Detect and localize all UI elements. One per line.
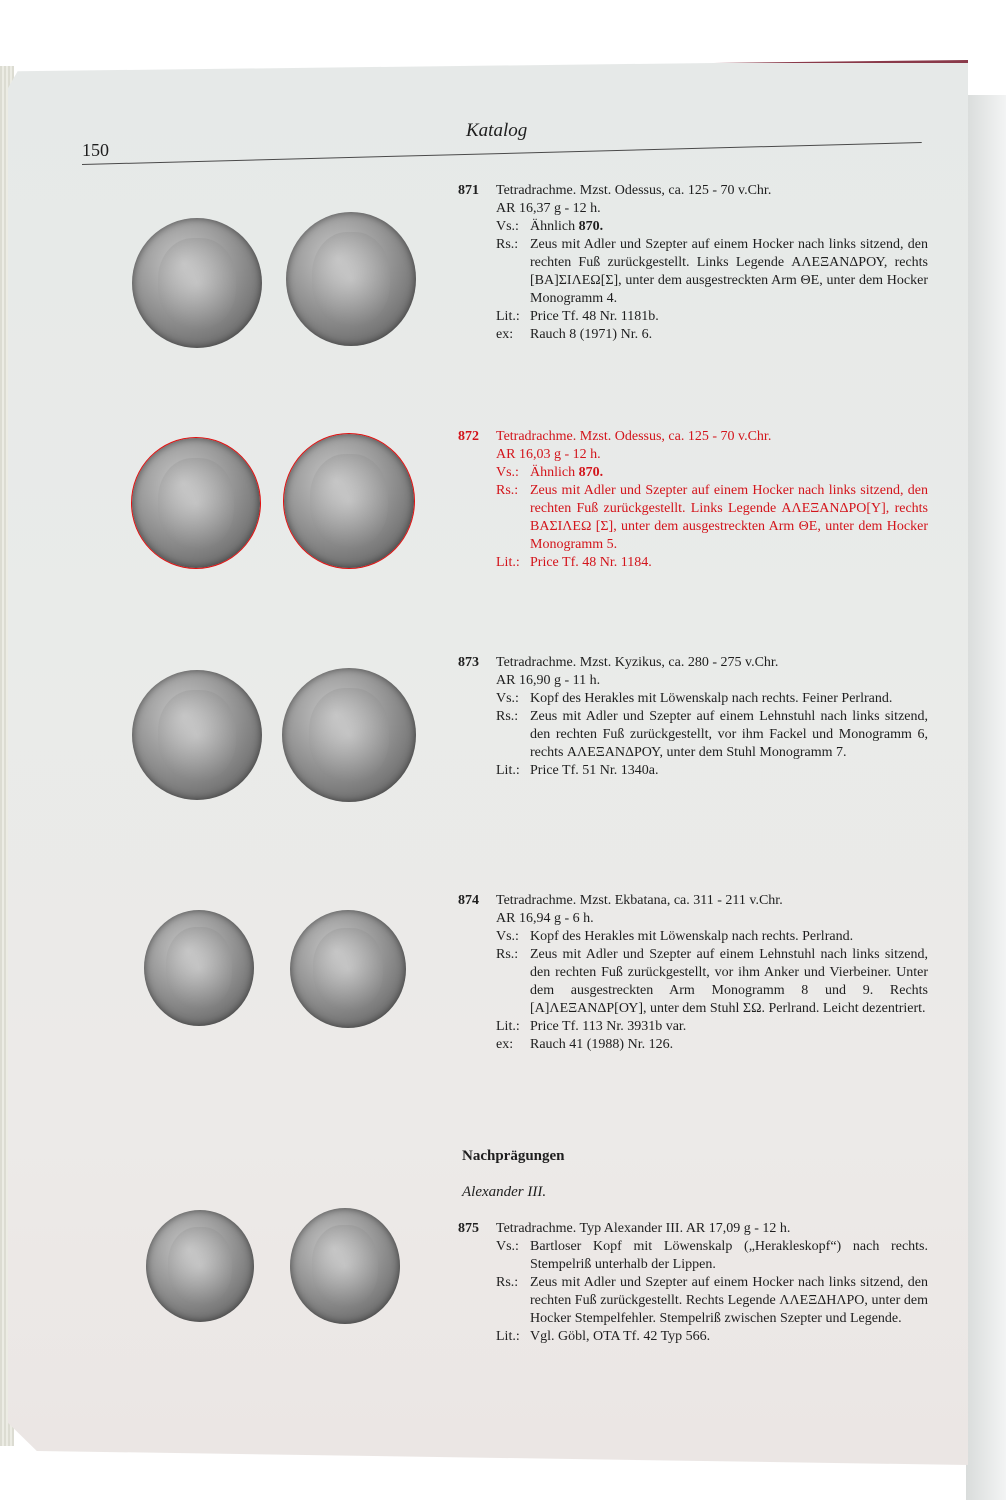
- entry-title: Tetradrachme. Mzst. Odessus, ca. 125 - 70 v.Chr.: [496, 183, 772, 198]
- reverse-text: Zeus mit Adler und Szepter auf einem Hocker nach links sitzend, den rechten Fuß zurückgestellt. Links Legende ΑΛΕΞΑΝΔΡΟ[Υ], rechts ΒΑΣΙΛΕΩ [Σ], unter dem ausgestreckten Arm ΘΕ, unter dem Hocker Monogramm 5.: [530, 483, 928, 552]
- entry-weight: AR 16,94 g - 6 h.: [496, 911, 594, 926]
- literature-text: Price Tf. 48 Nr. 1184.: [530, 555, 652, 570]
- literature-text: Price Tf. 48 Nr. 1181b.: [530, 309, 659, 324]
- obverse-text: Kopf des Herakles mit Löwenskalp nach rechts. Perlrand.: [530, 929, 854, 944]
- coin-871-reverse: [286, 212, 416, 346]
- provenance-text: Rauch 41 (1988) Nr. 126.: [530, 1037, 674, 1052]
- page-number: 150: [82, 140, 109, 160]
- reverse-label: Rs.:: [496, 947, 519, 962]
- coin-872-obverse: [132, 438, 260, 568]
- literature-label: Lit.:: [496, 309, 520, 324]
- running-header-title: Katalog: [466, 120, 528, 141]
- obverse-label: Vs.:: [496, 219, 519, 234]
- literature-label: Lit.:: [496, 1329, 520, 1344]
- reverse-text: Zeus mit Adler und Szepter auf einem Hocker nach links sitzend, den rechten Fuß zurückgestellt. Rechts Legende ΛΛΕΞΔΗΛΡΟ, unter dem Hocker Stempelfehler. Stempelriß zwischen Szepter und Legende.: [530, 1275, 928, 1326]
- coin-872-reverse: [284, 434, 414, 568]
- literature-label: Lit.:: [496, 555, 520, 570]
- obverse-label: Vs.:: [496, 1239, 519, 1254]
- entry-weight: AR 16,90 g - 11 h.: [496, 673, 601, 688]
- catalog-entry-871: [458, 182, 928, 344]
- obverse-label: Vs.:: [496, 465, 519, 480]
- coin-875-obverse: [146, 1210, 254, 1322]
- literature-label: Lit.:: [496, 763, 520, 778]
- entry-title: Tetradrachme. Typ Alexander III. AR 17,09 g - 12 h.: [496, 1221, 791, 1236]
- coin-874-reverse: [290, 910, 406, 1028]
- entry-number: 875: [458, 1221, 479, 1236]
- obverse-text: Kopf des Herakles mit Löwenskalp nach rechts. Feiner Perlrand.: [530, 691, 893, 706]
- section-heading: Nachprägungen: [462, 1148, 565, 1164]
- provenance-label: ex:: [496, 1037, 514, 1052]
- reverse-text: Zeus mit Adler und Szepter auf einem Hocker nach links sitzend, den rechten Fuß zurückgestellt. Links Legende ΑΛΕΞΑΝΔΡΟΥ, rechts [ΒΑ]ΣΙΛΕΩ[Σ], unter dem ausgestreckten Arm ΘΕ, unter dem Hocker Monogramm 4.: [530, 237, 928, 306]
- obverse-ref: 870.: [578, 465, 604, 480]
- entry-title: Tetradrachme. Mzst. Odessus, ca. 125 - 70 v.Chr.: [496, 429, 772, 444]
- provenance-label: ex:: [496, 327, 514, 342]
- entry-title: Tetradrachme. Mzst. Ekbatana, ca. 311 - 211 v.Chr.: [496, 893, 783, 908]
- facing-page-edge: [966, 95, 1006, 1500]
- entry-title: Tetradrachme. Mzst. Kyzikus, ca. 280 - 275 v.Chr.: [496, 655, 779, 670]
- section-subheading: Alexander III.: [462, 1184, 547, 1200]
- entry-number: 872: [458, 429, 479, 444]
- coin-873-reverse: [282, 668, 416, 802]
- coin-874-obverse: [144, 910, 254, 1026]
- literature-label: Lit.:: [496, 1019, 520, 1034]
- entry-number: 873: [458, 655, 479, 670]
- reverse-label: Rs.:: [496, 237, 519, 252]
- obverse-text: Ähnlich: [530, 219, 579, 234]
- reverse-text: Zeus mit Adler und Szepter auf einem Lehnstuhl nach links sitzend, den rechten Fuß zurückgestellt, vor ihm Fackel und Monogramm 6, rechts ΑΛΕΞΑΝΔΡΟΥ, unter dem Stuhl Monogramm 7.: [530, 709, 928, 760]
- coin-873-obverse: [132, 670, 262, 800]
- reverse-label: Rs.:: [496, 1275, 519, 1290]
- obverse-ref: 870.: [578, 219, 604, 234]
- obverse-label: Vs.:: [496, 691, 519, 706]
- coin-875-reverse: [290, 1208, 400, 1324]
- catalog-entry-872: [458, 428, 928, 572]
- entry-number: 871: [458, 183, 479, 198]
- obverse-text: Ähnlich: [530, 465, 579, 480]
- obverse-text: Bartloser Kopf mit Löwenskalp („Herakleskopf“) nach rechts. Stempelriß unterhalb der Lippen.: [530, 1239, 928, 1272]
- obverse-label: Vs.:: [496, 929, 519, 944]
- literature-text: Price Tf. 51 Nr. 1340a.: [530, 763, 659, 778]
- catalog-entry-874: [458, 892, 928, 1054]
- catalog-entry-873: [458, 654, 928, 780]
- reverse-label: Rs.:: [496, 483, 519, 498]
- catalog-entry-875: [458, 1220, 928, 1346]
- literature-text: Vgl. Göbl, OTA Tf. 42 Typ 566.: [530, 1329, 711, 1344]
- entry-number: 874: [458, 893, 479, 908]
- reverse-text: Zeus mit Adler und Szepter auf einem Lehnstuhl nach links sitzend, den rechten Fuß zurückgestellt, vor ihm Anker und Vierbeiner. Unter dem ausgestreckten Arm Monogramm 8 und 9. Rechts [Α]ΛΕΞΑΝΔΡ[ΟΥ], unter dem Stuhl ΣΩ. Perlrand. Leicht dezentriert.: [530, 947, 928, 1016]
- reverse-label: Rs.:: [496, 709, 519, 724]
- literature-text: Price Tf. 113 Nr. 3931b var.: [530, 1019, 687, 1034]
- provenance-text: Rauch 8 (1971) Nr. 6.: [530, 327, 653, 342]
- entry-weight: AR 16,37 g - 12 h.: [496, 201, 601, 216]
- entry-weight: AR 16,03 g - 12 h.: [496, 447, 601, 462]
- coin-871-obverse: [132, 218, 262, 348]
